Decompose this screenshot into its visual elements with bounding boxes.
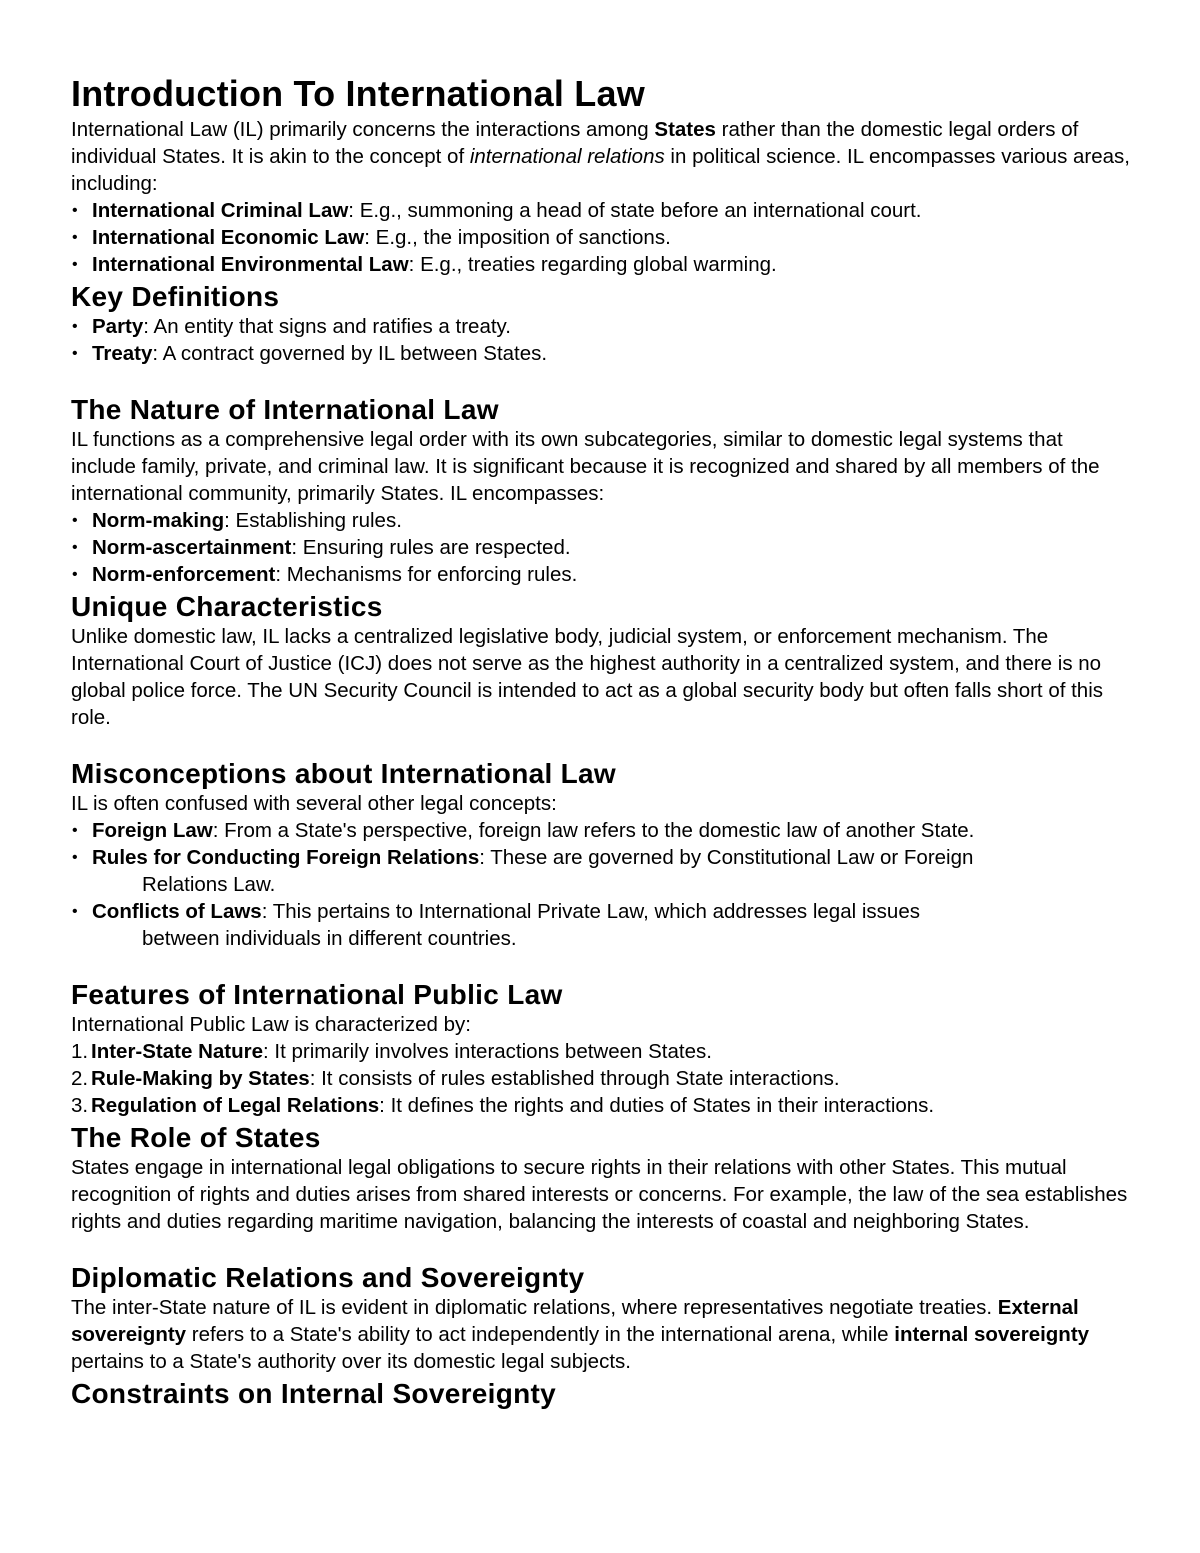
nature-list [71, 507, 1140, 588]
section-heading-constraints: Constraints on Internal Sovereignty [71, 1378, 557, 1409]
list-item: • Norm-enforcement: Mechanisms for enforcing rules. [71, 561, 1140, 588]
section-heading-unique: Unique Characteristics [71, 591, 383, 622]
features-list [71, 1038, 1140, 1119]
misconceptions-list [71, 817, 1140, 952]
list-item: • Foreign Law: From a State's perspective, foreign law refers to the domestic law of another State. [71, 817, 1140, 844]
misconceptions-paragraph: IL is often confused with several other legal concepts: [71, 792, 557, 815]
unique-paragraph: Unlike domestic law, IL lacks a centralized legislative body, judicial system, or enforcement mechanism. The International Court of Justice (ICJ) does not serve as the highest authority in a centralized system, and there is no global police force. The UN Security Council is intended to act as a global security body but often falls short of this role. [71, 625, 1104, 729]
section-heading-key-definitions: Key Definitions [71, 281, 280, 312]
list-item: • Party: An entity that signs and ratifies a treaty. [71, 313, 1140, 340]
list-item: • International Criminal Law: E.g., summoning a head of state before an international court. [71, 197, 1140, 224]
list-item: 3. Regulation of Legal Relations: It defines the rights and duties of States in their interactions. [71, 1094, 935, 1117]
section-heading-role: The Role of States [71, 1122, 321, 1153]
list-item: • Treaty: A contract governed by IL between States. [71, 340, 1140, 367]
section-heading-features: Features of International Public Law [71, 979, 563, 1010]
section-heading-nature: The Nature of International Law [71, 394, 499, 425]
intro-list [71, 197, 1140, 278]
key-definitions-list [71, 313, 1140, 367]
page-title: Introduction To International Law [71, 73, 645, 114]
list-item: • Conflicts of Laws: This pertains to International Private Law, which addresses legal issues between individuals in different countries. [71, 898, 1140, 952]
list-item: 1. Inter-State Nature: It primarily involves interactions between States. [71, 1040, 712, 1063]
intro-paragraph: International Law (IL) primarily concerns the interactions among States rather than the domestic legal orders of individual States. It is akin to the concept of international relations in political science. IL encompasses various areas, including: [71, 118, 1130, 195]
features-paragraph: International Public Law is characterized by: [71, 1013, 471, 1036]
section-heading-misconceptions: Misconceptions about International Law [71, 758, 616, 789]
list-item: • Norm-ascertainment: Ensuring rules are respected. [71, 534, 1140, 561]
section-heading-diplomatic: Diplomatic Relations and Sovereignty [71, 1262, 585, 1293]
nature-paragraph: IL functions as a comprehensive legal order with its own subcategories, similar to domestic legal systems that include family, private, and criminal law. It is significant because it is recognized and shared by all members of the international community, primarily States. IL encompasses: [71, 428, 1100, 505]
role-paragraph: States engage in international legal obligations to secure rights in their relations with other States. This mutual recognition of rights and duties arises from shared interests or concerns. For example, the law of the sea establishes rights and duties regarding maritime navigation, balancing the interests of coastal and neighboring States. [71, 1156, 1128, 1233]
list-item: • Rules for Conducting Foreign Relations: These are governed by Constitutional Law or Foreign Relations Law. [71, 844, 1140, 898]
list-item: • International Economic Law: E.g., the imposition of sanctions. [71, 224, 1140, 251]
diplomatic-paragraph: The inter-State nature of IL is evident in diplomatic relations, where representatives negotiate treaties. External sovereignty refers to a State's ability to act independently in the international arena, while internal sovereignty pertains to a State's authority over its domestic legal subjects. [71, 1296, 1090, 1373]
list-item: • Norm-making: Establishing rules. [71, 507, 1140, 534]
list-item: 2. Rule-Making by States: It consists of rules established through State interactions. [71, 1067, 840, 1090]
list-item: • International Environmental Law: E.g., treaties regarding global warming. [71, 251, 1140, 278]
